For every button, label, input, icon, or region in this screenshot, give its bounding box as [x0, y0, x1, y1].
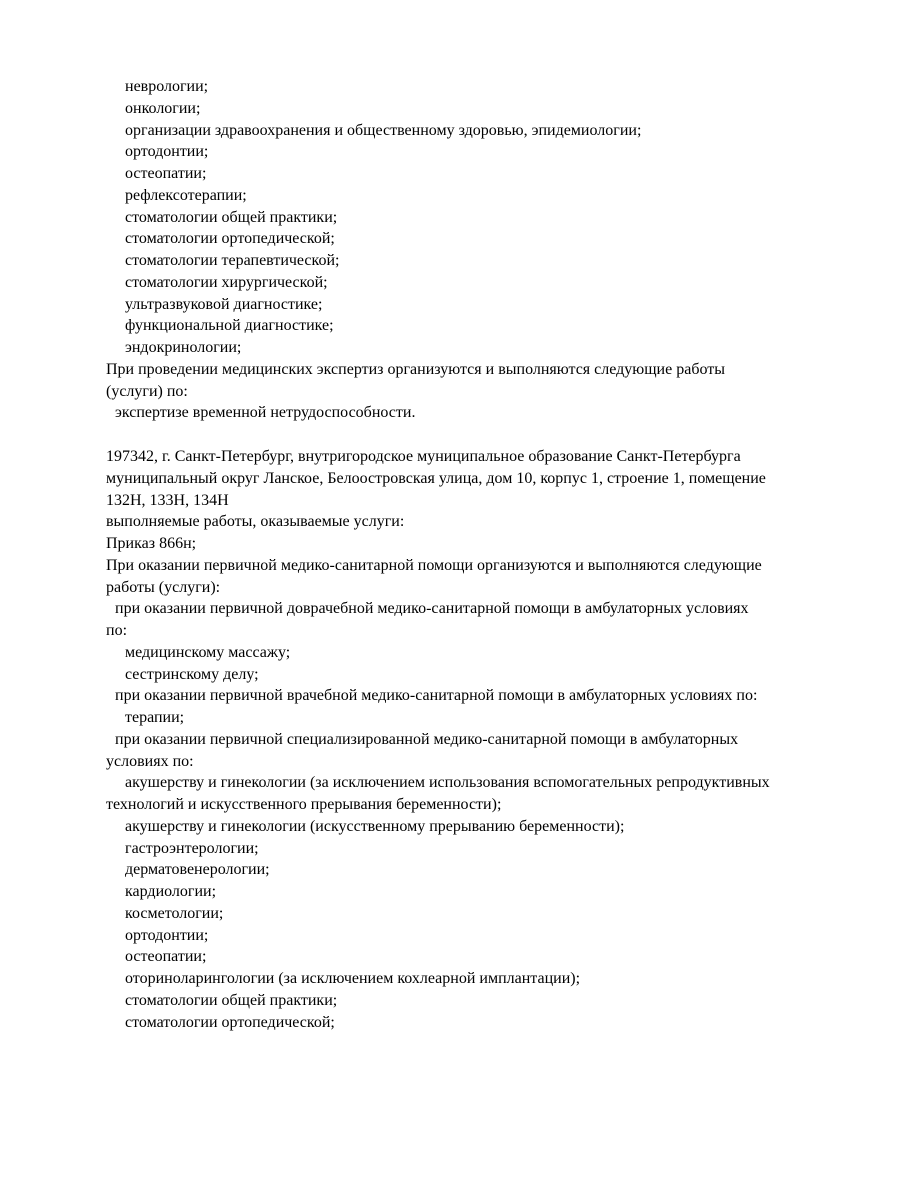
list-item: сестринскому делу;: [125, 665, 259, 683]
list-item: стоматологии общей практики;: [125, 991, 338, 1009]
list-item: организации здравоохранения и общественному здоровью, эпидемиологии;: [125, 121, 642, 139]
list-item: эндокринологии;: [125, 339, 242, 356]
works-label: выполняемые работы, оказываемые услуги:: [106, 513, 405, 531]
list-item: косметологии;: [125, 904, 224, 922]
prenurse-heading-continued: по:: [106, 622, 128, 639]
specialized-care-heading: при оказании первичной специализированной медико-санитарной помощи в амбулаторных: [115, 730, 739, 748]
list-item: ультразвуковой диагностике;: [125, 295, 323, 313]
expertise-heading: При проведении медицинских экспертиз организуются и выполняются следующие работы: [106, 360, 725, 378]
paragraph-gap: [106, 424, 866, 446]
list-item: кардиологии;: [125, 883, 217, 900]
list-item: остеопатии;: [125, 948, 207, 966]
document-page: [106, 76, 866, 1033]
address-line: 132Н, 133Н, 134Н: [106, 491, 229, 509]
primary-care-heading-continued: работы (услуги):: [106, 578, 221, 596]
list-item: ортодонтии;: [125, 926, 209, 944]
list-item: стоматологии терапевтической;: [125, 252, 340, 269]
expertise-heading-continued: (услуги) по:: [106, 382, 188, 400]
list-item: акушерству и гинекологии (за исключением использования вспомогательных репродуктивных: [125, 774, 770, 792]
list-item: стоматологии ортопедической;: [125, 1013, 335, 1031]
primary-care-heading: При оказании первичной медико-санитарной помощи организуются и выполняются следующие: [106, 556, 762, 574]
list-item: стоматологии хирургической;: [125, 273, 328, 291]
expertise-item: экспертизе временной нетрудоспособности.: [115, 404, 416, 422]
specialized-care-heading-continued: условиях по:: [106, 752, 194, 770]
list-item: стоматологии ортопедической;: [125, 230, 335, 248]
list-item: неврологии;: [125, 78, 209, 95]
list-item: остеопатии;: [125, 165, 207, 182]
list-item: оториноларингологии (за исключением кохлеарной имплантации);: [125, 970, 581, 987]
list-item: онкологии;: [125, 99, 201, 117]
list-item: медицинскому массажу;: [125, 643, 291, 661]
prenurse-heading: при оказании первичной доврачебной медико-санитарной помощи в амбулаторных условиях: [115, 600, 749, 618]
list-item-continued: технологий и искусственного прерывания беременности);: [106, 796, 502, 813]
list-item: акушерству и гинекологии (искусственному прерыванию беременности);: [125, 817, 625, 835]
list-item: терапии;: [125, 709, 185, 726]
list-item: стоматологии общей практики;: [125, 208, 338, 226]
doctor-care-heading: при оказании первичной врачебной медико-санитарной помощи в амбулаторных условиях по:: [115, 687, 758, 705]
address-line: муниципальный округ Ланское, Белоостровская улица, дом 10, корпус 1, строение 1, помещение: [106, 469, 766, 487]
order-reference: Приказ 866н;: [106, 535, 197, 552]
list-item: гастроэнтерологии;: [125, 839, 259, 857]
list-item: ортодонтии;: [125, 143, 209, 161]
address-line: 197342, г. Санкт-Петербург, внутригородское муниципальное образование Санкт-Петербурга: [106, 448, 741, 465]
list-item: функциональной диагностике;: [125, 317, 334, 335]
list-item: рефлексотерапии;: [125, 186, 247, 204]
list-item: дерматовенерологии;: [125, 861, 270, 879]
